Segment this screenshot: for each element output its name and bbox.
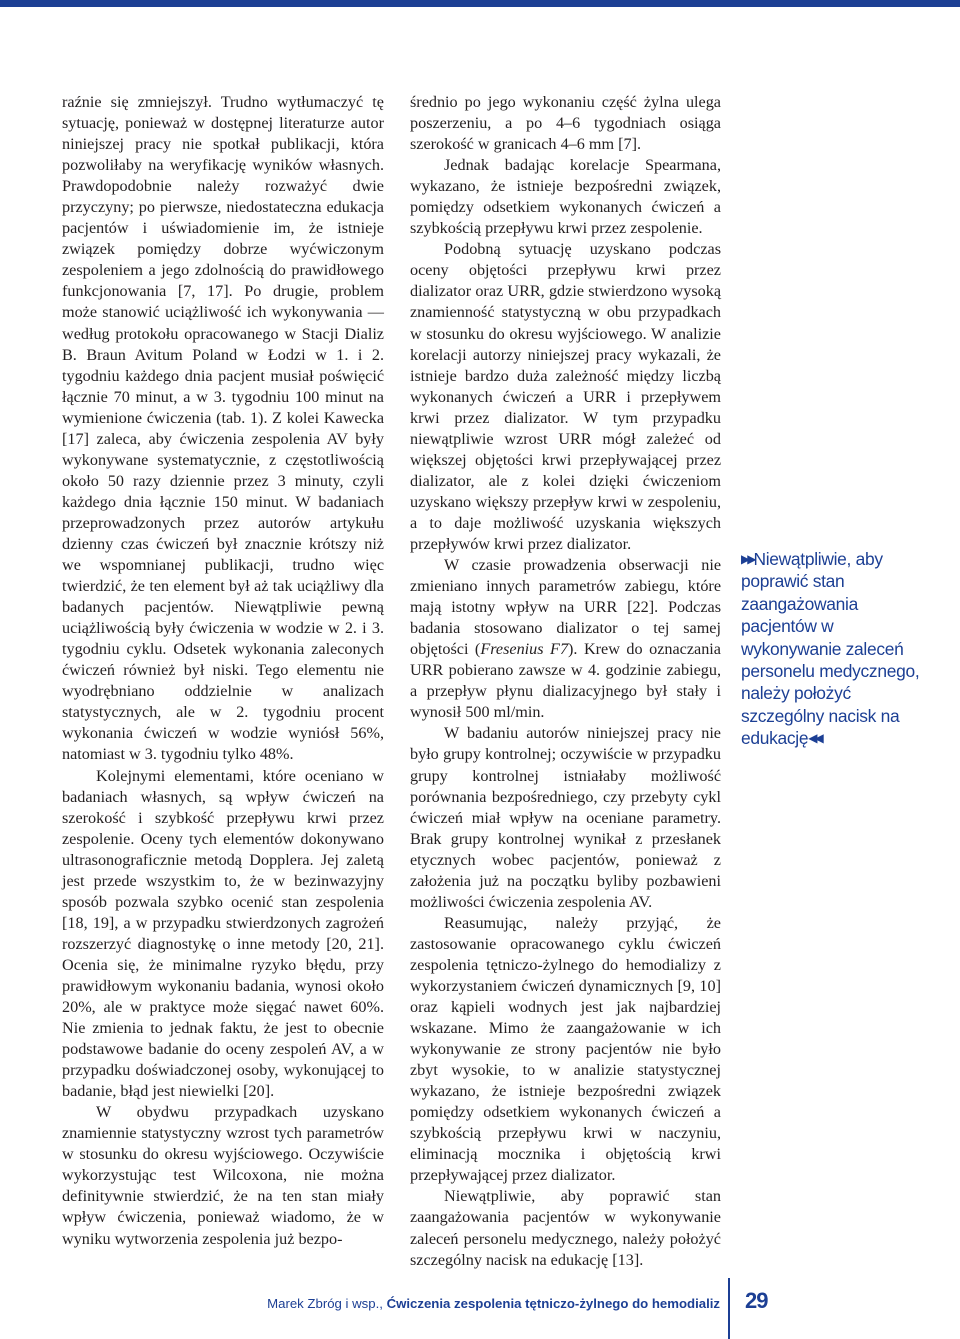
body-paragraph: Reasumując, należy przyjąć, że zastosowanie opracowanego cyklu ćwiczeń zespolenia tętniczo-żylnego do hemodializy z wykorzystaniem ćwiczeń dynamicznych [9, 10] oraz kąpieli wodnych jest jak najbardziej wskazane. Mimo że zaangażowanie w ich wykonywanie ze strony pacjentów nie było zbyt wysokie, to w analizie statystycznej wykazano, że istnieje bezpośredni związek pomiędzy odsetkiem wykonanych ćwiczeń a szybkością przepływu krwi w naczyniu, eliminacją mocznika i objętością krwi przepływającej przez dializator. (410, 913, 721, 1185)
body-paragraph: raźnie się zmniejszył. Trudno wytłumaczyć tę sytuację, ponieważ w dostępnej literaturze autor niniejszej pracy nie spotkał publikacji, która pozwoliłaby na weryfikację wyników własnych. Prawdopodobnie należy rozważyć dwie przyczyny; po pierwsze, niedostateczna edukacja pacjentów i uświadomienie im, że istnieje związek pomiędzy dobrze wyćwiczonym zespoleniem a jego zdolnością do prawidłowego funkcjonowania [7, 17]. Po drugie, problem może stanowić uciążliwość ich wykonywania — według protokołu opracowanego w Stacji Dializ B. Braun Avitum Poland w Łodzi w 1. i 2. tygodniu każdego dnia pacjent musiał poświęcić łącznie 70 minut, a w 3. tygodniu 100 minut na wymienione ćwiczenia (tab. 1). Z kolei Kawecka [17] zaleca, aby ćwiczenia zespolenia AV były wykonywane systematycznie, z częstotliwością około 50 razy dziennie przez 3 minuty, czyli każdego dnia łącznie 150 minut. W badaniach przeprowadzonych przez autorów artykułu dzienny czas ćwiczeń był znacznie krótszy niż we wspomnianej publikacji, trudno więc twierdzić, że ten element był aż tak uciążliwy dla badanych pacjentów. Niewątpliwie pewną uciążliwością były ćwiczenia w wodzie w 2. i 3. tygodniu cyklu. Odsetek wykonania zaleconych ćwiczeń również był niski. Tego elementu nie wyodrębniano oddzielnie w analizach statystycznych, ale w 2. tygodniu procent wykonania ćwiczeń w wodzie wyniósł 56%, natomiast w 3. tygodniu tylko 48%. (62, 93, 384, 764)
pull-quote-text: Niewątpliwie, aby poprawić stan zaangażowania pacjentów w wykonywanie zaleceń personelu medycznego, należy położyć szczególny nacisk na edukację (741, 549, 920, 749)
dialyzer-name: Fresenius F7 (480, 640, 569, 659)
right-column (410, 92, 721, 1271)
body-paragraph: W obydwu przypadkach uzyskano znamiennie statystyczny wzrost tych parametrów w stosunku do okresu wyjściowego. Oczywiście wykorzystując test Wilcoxona, nie można definitywnie stwierdzić, że na ten stan miały wpływ ćwiczenia, ponieważ wiadomo, że w wyniku wytworzenia zespolenia już bezpo- (62, 1103, 384, 1248)
body-paragraph: Jednak badając korelacje Spearmana, wykazano, że istnieje bezpośredni związek, pomiędzy odsetkiem wykonanych ćwiczeń a szybkością przepływu krwi przez zespolenie. (410, 156, 721, 238)
body-paragraph: Podobną sytuację uzyskano podczas oceny objętości przepływu krwi przez dializator oraz URR, gdzie stwierdzono wysoką znamienność statystyczną w obu przypadkach w stosunku do okresu wyjściowego. W analizie korelacji autorzy niniejszej pracy wykazali, że istnieje bardzo duża zależność między liczbą wykonanych ćwiczeń a URR i przepływem krwi przez dializator. W tym przypadku niewątpliwie wzrost URR mógł zależeć od większej objętości krwi przepływającej przez dializator, ale z kolei dzięki ćwiczeniom uzyskano większy przepływ krwi w zespoleniu, a to daje możliwość uzyskania większych przepływów krwi przez dializator. (410, 240, 721, 553)
running-footer (267, 1296, 720, 1311)
footer-divider (728, 1278, 730, 1339)
body-paragraph (410, 555, 721, 723)
page-number: 29 (745, 1288, 768, 1313)
double-arrow-right-icon: ▶▶ (741, 552, 754, 566)
body-paragraph: Kolejnymi elementami, które oceniano w badaniach własnych, są wpływ ćwiczeń na szerokość i szybkość przepływu krwi przez zespolenie. Oceny tych elementów dokonywano ultrasonograficznie metodą Dopplera. Jej zaletą jest przede wszystkim to, że w bezinwazyjny sposób pozwala szybko ocenić stan zespolenia [18, 19], a w przypadku stwierdzonych zagrożeń rozszerzyć diagnostykę o inne metody [20, 21]. Ocenia się, że minimalne ryzyko błędu, przy prawidłowym wykonaniu badania, wynosi około 20%, ale w praktyce może sięgać nawet 60%. Nie zmienia to jednak faktu, że jest to obecnie podstawowe badanie do oceny zespoleń AV, a w przypadku doświadczonej osoby, wykonującej to badanie, błąd jest niewielki [20]. (62, 766, 384, 1101)
footer-article-title: Ćwiczenia zespolenia tętniczo-żylnego do hemodializ (386, 1296, 720, 1311)
double-arrow-left-icon: ◀◀ (808, 731, 821, 746)
left-column (62, 92, 384, 1250)
paragraph-text: ). Krew do oznaczania URR pobierano zawsze w 4. godzinie zabiegu, a przepływ płynu dializacyjnego był stały i wynosił 500 ml/min. (410, 640, 721, 722)
body-paragraph: Niewątpliwie, aby poprawić stan zaangażowania pacjentów w wykonywanie zaleceń personelu medycznego, należy położyć szczególny nacisk na edukację [13]. (410, 1187, 721, 1269)
footer-authors: Marek Zbróg i wsp., (267, 1296, 387, 1311)
top-accent-bar (0, 0, 960, 7)
pull-quote (741, 548, 931, 750)
body-paragraph: średnio po jego wykonaniu część żylna ulega poszerzeniu, a po 4–6 tygodniach osiąga szerokość w granicach 4–6 mm [7]. (410, 93, 721, 154)
body-paragraph: W badaniu autorów niniejszej pracy nie było grupy kontrolnej; oczywiście w przypadku grupy kontrolnej istniałaby możliwość porównania bezpośredniego, czy przebyty cykl ćwiczeń miał wpływ na oceniane parametry. Brak grupy kontrolnej wynikał z przesłanek etycznych wobec pacjentów, ponieważ z założenia już na początku byliby pozbawieni możliwości ćwiczenia zespolenia AV. (410, 724, 721, 911)
paragraph-text: W czasie prowadzenia obserwacji nie zmieniano innych parametrów zabiegu, które mają istotny wpływ na URR [22]. Podczas badania stosowano dializator o tej samej objętości ( (410, 556, 721, 659)
